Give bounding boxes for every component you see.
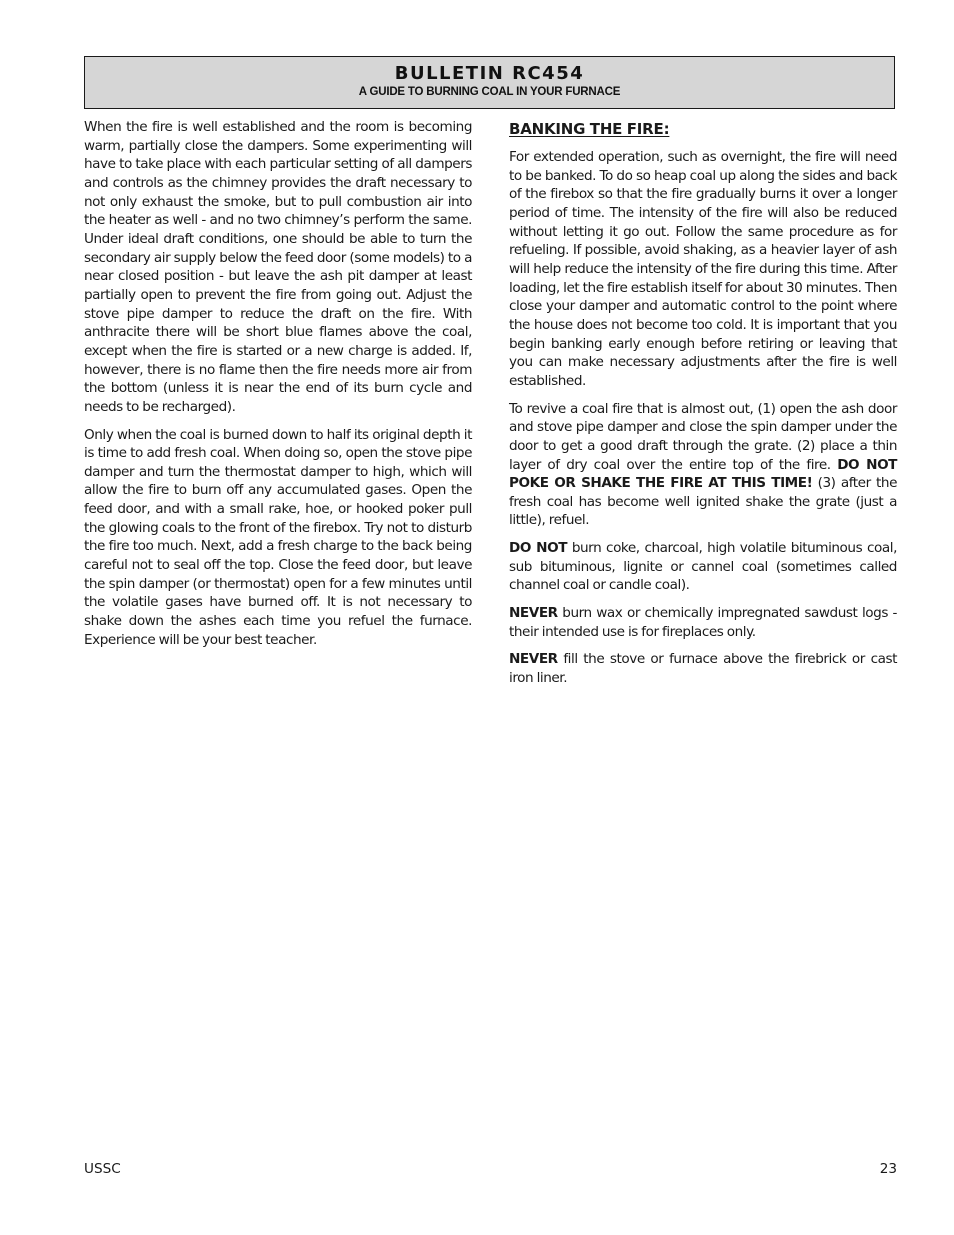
right-paragraph-3-emphasis: DO NOT (509, 540, 568, 557)
right-paragraph-4 (509, 604, 897, 641)
right-paragraph-5-text: fill the stove or furnace above the firebrick or cast iron liner. (509, 651, 897, 687)
section-heading-banking: BANKING THE FIRE: (509, 120, 670, 138)
right-paragraph-4-emphasis: NEVER (509, 605, 558, 622)
right-paragraph-2-text-a: To revive a coal fire that is almost out, (1) open the ash door and stove pipe damper and close the spin damper under the door to get a good draft through the grate. (2) place a thin layer of dry coal over the entire top of the fire. (509, 400, 897, 473)
right-paragraph-2-text-b: (3) after the fresh coal has become well ignited shake the grate (just a little), refuel. (509, 475, 897, 529)
footer-page-number: 23 (879, 1161, 897, 1177)
bulletin-header-box (84, 56, 895, 109)
left-paragraph-1: When the fire is well established and the room is becoming warm, partially close the dampers. Some experimenting will have to take place with each particular setting of all dampers and controls as the chimney provides the draft necessary to not only exhaust the smoke, but to pull combustion air into the heater as well - and no two chimney’s perform the same. Under ideal draft conditions, one should be able to turn the secondary air supply below the feed door (some models) to a near closed position - but leave the ash pit damper at least partially open to prevent the fire from going out. Adjust the stove pipe damper to reduce the draft on the fire. With anthracite there will be short blue flames above the coal, except when the fire is started or a new charge is added. If, however, there is no flame then the fire needs more air from the bottom (unless it is near the end of its burn cycle and needs to be recharged). (84, 119, 472, 415)
bulletin-title: BULLETIN RC454 (394, 63, 585, 84)
right-column (509, 118, 897, 697)
right-paragraph-5-emphasis: NEVER (509, 651, 558, 668)
right-paragraph-3-text: burn coke, charcoal, high volatile bituminous coal, sub bituminous, lignite or cannel coal (sometimes called channel coal or candle coal). (509, 540, 897, 594)
left-column (84, 118, 472, 658)
footer-company: USSC (84, 1161, 121, 1177)
right-paragraph-1: For extended operation, such as overnight, the fire will need to be banked. To do so heap coal up along the sides and back of the firebox so that the fire gradually burns it over a longer period of time. The intensity of the fire will also be reduced without letting it go out. Follow the same procedure as for refueling. If possible, avoid shaking, as a heavier layer of ash will help reduce the intensity of the fire during this time. After loading, let the fire establish itself for about 30 minutes. Then close your damper and automatic control to the point where the house does not become too cold. It is important that you begin banking early enough before retiring or leaving that you can make necessary adjustments after the fire is well established. (509, 149, 897, 389)
left-paragraph-2: Only when the coal is burned down to half its original depth it is time to add fresh coal. When doing so, open the stove pipe damper and turn the thermostat damper to high, which will allow the fire to burn off any accumulated gases. Open the feed door, and with a small rake, hoe, or hooked poker pull the glowing coals to the front of the firebox. Try not to disturb the fire too much. Next, add a fresh charge to the back being careful not to seal off the top. Close the feed door, but leave the spin damper (or thermostat) open for a few minutes until the volatile gases have burned off. It is not necessary to shake down the ashes each time you refuel the furnace. Experience will be your best teacher. (84, 426, 472, 648)
bulletin-subtitle: A GUIDE TO BURNING COAL IN YOUR FURNACE (358, 86, 621, 98)
right-paragraph-4-text: burn wax or chemically impregnated sawdust logs - their intended use is for fireplaces only. (509, 605, 897, 640)
right-paragraph-2-warning: DO NOT POKE OR SHAKE THE FIRE AT THIS TIME! (509, 456, 897, 492)
right-paragraph-5 (509, 650, 897, 687)
right-paragraph-3 (509, 539, 897, 595)
right-paragraph-2 (509, 400, 897, 531)
